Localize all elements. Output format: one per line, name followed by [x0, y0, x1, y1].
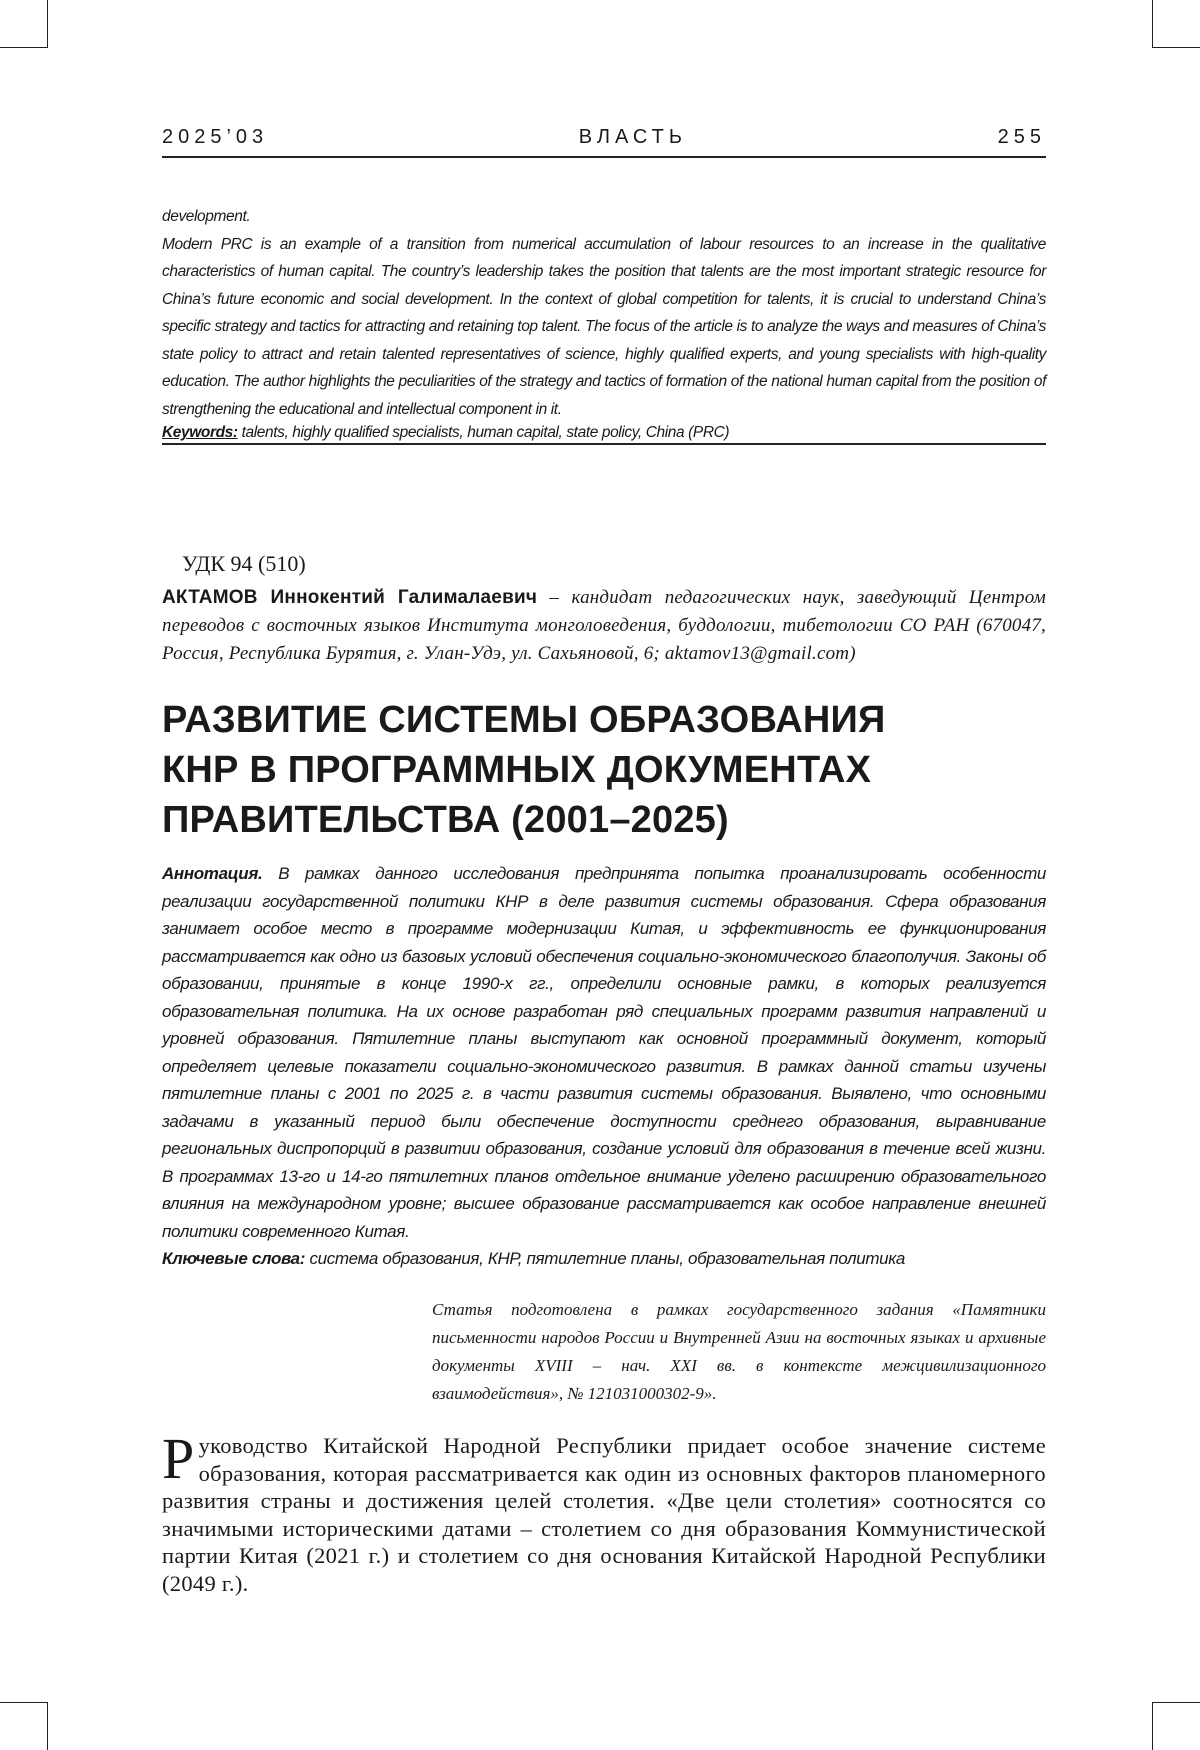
abstract-first-line: development.	[162, 203, 1046, 231]
body-paragraph	[162, 1432, 1046, 1597]
crop-mark	[1152, 0, 1153, 48]
keywords-label: Ключевые слова:	[162, 1249, 305, 1268]
title-line: РАЗВИТИЕ СИСТЕМЫ ОБРАЗОВАНИЯ	[162, 695, 1046, 745]
author-info: – кандидат педагогических наук, заведующий Центром переводов с восточных языков Института монголоведения, буддологии, тибетологии СО РАН (670047, Россия, Республика Бурятия, г. Улан-Удэ, ул. Сахьяновой, 6; aktamov13@gmail.com)	[162, 587, 1046, 664]
annotation-paragraph	[162, 860, 1046, 1245]
annotation-block	[162, 860, 1046, 1273]
crop-mark	[47, 1702, 48, 1750]
udc-code: УДК 94 (510)	[182, 551, 306, 577]
keywords-text: система образования, КНР, пятилетние планы, образовательная политика	[309, 1249, 905, 1268]
english-keywords	[162, 423, 1046, 445]
keywords-text: talents, highly qualified specialists, human capital, state policy, China (PRC)	[242, 424, 730, 441]
annotation-label: Аннотация.	[162, 864, 262, 883]
abstract-text: Modern PRC is an example of a transition from numerical accumulation of labour resources to an increase in the qualitative characteristics of human capital. The country’s leadership takes the position that talents are the most important strategic resource for China’s future economic and social development. In the context of global competition for talents, it is crucial to understand China’s specific strategy and tactics for attracting and retaining top talent. The focus of the article is to analyze the ways and measures of China’s state policy to attract and retain talented representatives of science, highly qualified experts, and young specialists with high-quality education. The author highlights the peculiarities of the strategy and tactics of formation of the national human capital from the position of strengthening the educational and intellectual component in it.	[162, 231, 1046, 424]
author-name: АКТАМОВ Иннокентий Галималаевич	[162, 587, 537, 608]
english-abstract	[162, 203, 1046, 445]
page-number: 255	[998, 126, 1046, 149]
crop-mark	[1152, 1702, 1153, 1750]
header-rule	[162, 156, 1046, 158]
crop-mark	[1152, 1702, 1200, 1703]
grant-note: Статья подготовлена в рамках государственного задания «Памятники письменности народов России и Внутренней Азии на восточных языках и архивные документы XVIII – нач. XXI вв. в контексте межцивилизационного взаимодействия», № 121031000302-9».	[432, 1296, 1046, 1408]
issue-number: 2025’03	[162, 126, 268, 149]
title-line: КНР В ПРОГРАММНЫХ ДОКУМЕНТАХ	[162, 745, 1046, 795]
journal-name: ВЛАСТЬ	[579, 126, 687, 149]
crop-mark	[1152, 47, 1200, 48]
body-text: уководство Китайской Народной Республики придает особое значение системе образования, которая рассматривается как один из основных факторов планомерного развития страны и достижения целей столетия. «Две цели столетия» соотносятся со значимыми историческими датами – столетием со дня образования Коммунистической партии Китая (2021 г.) и столетием со дня основания Китайской Народной Республики (2049 г.).	[162, 1433, 1046, 1596]
article-title	[162, 695, 1046, 845]
crop-mark	[47, 0, 48, 48]
drop-cap: Р	[162, 1434, 195, 1484]
keywords-label: Keywords:	[162, 424, 238, 441]
running-header	[162, 126, 1046, 149]
crop-mark	[0, 1702, 48, 1703]
author-block	[162, 584, 1046, 668]
annotation-text: В рамках данного исследования предпринята попытка проанализировать особенности реализации государственной политики КНР в деле развития системы образования. Сфера образования занимает особое место в программе модернизации Китая, и эффективность ее функционирования рассматривается как одно из базовых условий обеспечения социально-экономического благополучия. Законы об образовании, принятые в конце 1990-х гг., определили основные рамки, в которых реализуется образовательная политика. На их основе разработан ряд специальных программ развития направлений и уровней образования. Пятилетние планы выступают как основной программный документ, который определяет целевые показатели социально-экономического развития. В рамках данной статьи изучены пятилетние планы с 2001 по 2025 г. в части развития системы образования. Выявлено, что основными задачами в указанный период были обеспечение доступности среднего образования, выравнивание региональных диспропорций в развитии образования, создание условий для образования в течение всей жизни. В программах 13-го и 14-го пятилетних планов отдельное внимание уделено расширению образовательного влияния на международном уровне; высшее образование рассматривается как особое направление внешней политики современного Китая.	[162, 864, 1046, 1241]
keywords-paragraph	[162, 1245, 1046, 1273]
title-line: ПРАВИТЕЛЬСТВА (2001–2025)	[162, 795, 1046, 845]
crop-mark	[0, 47, 48, 48]
